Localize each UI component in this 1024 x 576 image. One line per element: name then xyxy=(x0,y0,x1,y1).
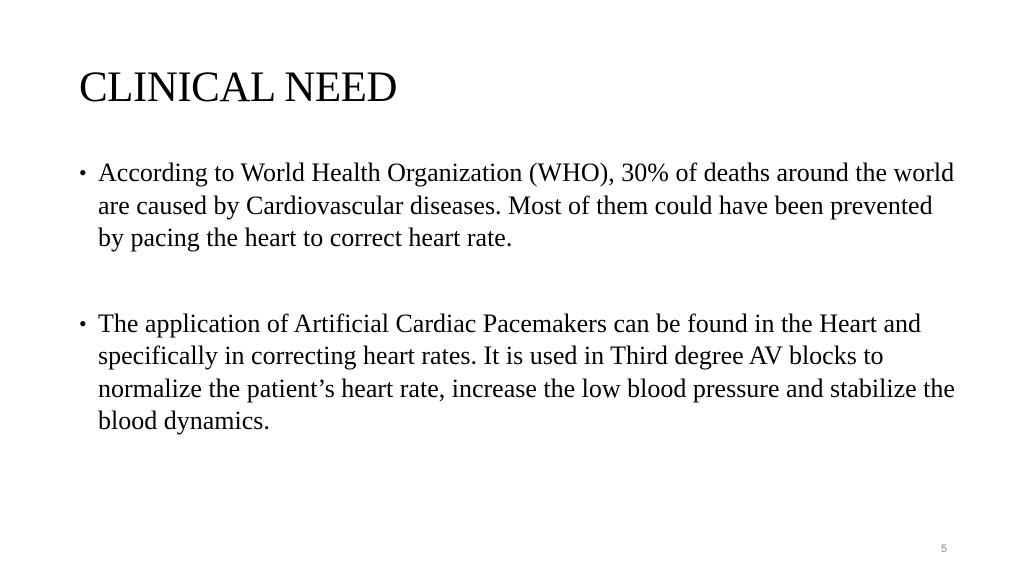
bullet-text: According to World Health Organization (WHO), 30% of deaths around the world are caused by Cardiovascular diseases. Most of them could have been prevented by pacing the heart to correct heart rate. xyxy=(98,158,955,252)
slide-title: CLINICAL NEED xyxy=(79,64,397,111)
bullet-marker: • xyxy=(79,310,87,336)
bullet-text: The application of Artificial Cardiac Pacemakers can be found in the Heart and specifically in correcting heart rates. It is used in Third degree AV blocks to normalize the patient’s heart rate, increase the low blood pressure and stabilize the blood dynamics. xyxy=(98,308,955,435)
bullet-item-who-statistics xyxy=(79,157,959,255)
page-number: 5 xyxy=(940,543,947,555)
bullet-item-pacemaker-application xyxy=(79,308,959,438)
bullet-marker: • xyxy=(79,160,87,185)
bullet-list xyxy=(79,157,959,491)
